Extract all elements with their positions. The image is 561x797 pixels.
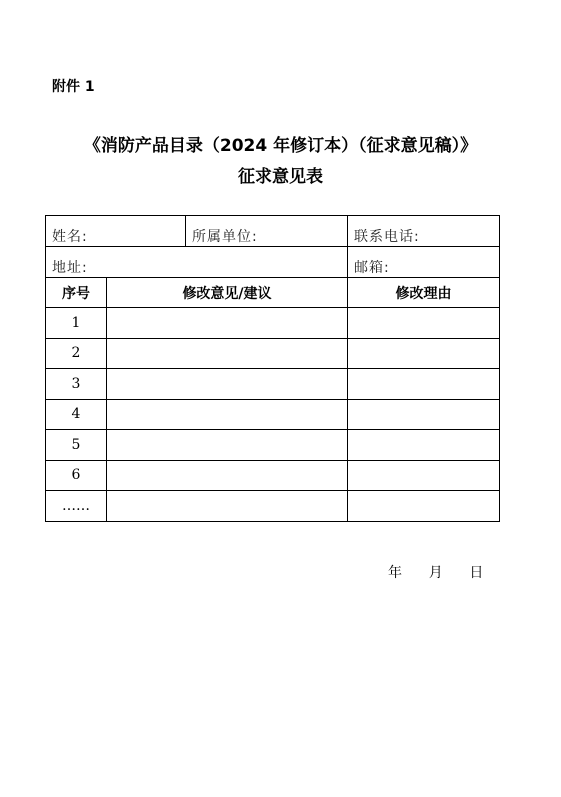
address-label: 地址: <box>52 260 88 276</box>
email-label: 邮箱: <box>354 260 390 276</box>
phone-field[interactable] <box>348 216 500 247</box>
reason-cell[interactable] <box>348 338 500 369</box>
table-row <box>46 308 500 339</box>
row-number: 2 <box>46 338 107 369</box>
reason-cell[interactable] <box>348 430 500 461</box>
header-reason: 修改理由 <box>348 278 500 308</box>
suggestion-cell[interactable] <box>107 338 348 369</box>
suggestion-cell[interactable] <box>107 399 348 430</box>
reason-cell[interactable] <box>348 399 500 430</box>
row-number: 3 <box>46 369 107 400</box>
month-label: 月 <box>428 565 443 581</box>
year-label: 年 <box>388 565 402 581</box>
table-row <box>46 369 500 400</box>
feedback-form-table <box>45 215 500 522</box>
suggestion-cell[interactable] <box>107 430 348 461</box>
email-field[interactable] <box>348 247 500 278</box>
row-number: 5 <box>46 430 107 461</box>
reason-cell[interactable] <box>348 369 500 400</box>
suggestion-cell[interactable] <box>107 491 348 522</box>
row-number: …… <box>46 491 107 522</box>
day-label: 日 <box>469 565 484 581</box>
row-number: 6 <box>46 460 107 491</box>
phone-label: 联系电话: <box>354 229 420 245</box>
address-field[interactable] <box>46 247 348 278</box>
document-subtitle: 征求意见表 <box>238 167 323 187</box>
unit-label: 所属单位: <box>192 229 258 245</box>
header-suggestion: 修改意见/建议 <box>107 278 348 308</box>
unit-field[interactable] <box>186 216 348 247</box>
suggestion-cell[interactable] <box>107 369 348 400</box>
reason-cell[interactable] <box>348 308 500 339</box>
date-line <box>388 562 483 582</box>
suggestion-cell[interactable] <box>107 460 348 491</box>
attachment-label: 附件 1 <box>52 79 95 95</box>
contact-row <box>46 216 500 247</box>
reason-cell[interactable] <box>348 491 500 522</box>
name-label: 姓名: <box>52 229 88 245</box>
reason-cell[interactable] <box>348 460 500 491</box>
document-title: 《消防产品目录（2024 年修订本）（征求意见稿）》 <box>83 136 478 156</box>
row-number: 4 <box>46 399 107 430</box>
table-row <box>46 399 500 430</box>
table-row <box>46 430 500 461</box>
address-row <box>46 247 500 278</box>
header-seq: 序号 <box>46 278 107 308</box>
table-row <box>46 338 500 369</box>
name-field[interactable] <box>46 216 186 247</box>
suggestion-cell[interactable] <box>107 308 348 339</box>
row-number: 1 <box>46 308 107 339</box>
table-row <box>46 460 500 491</box>
table-header-row <box>46 278 500 308</box>
table-row <box>46 491 500 522</box>
